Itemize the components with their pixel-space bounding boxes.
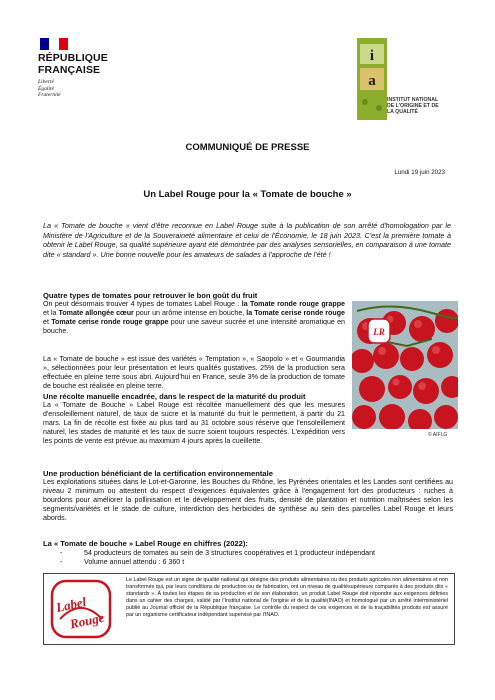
text-run: et xyxy=(43,318,52,327)
svg-text:a: a xyxy=(368,73,376,89)
republic-name xyxy=(38,53,138,76)
intro-paragraph: La « Tomate de bouche » vient d'être reconnue en Label Rouge suite à la publication de son arrêté d'homologation par le Ministère de l'Agriculture et de la Souveraineté alimentaire et celui de l'Économie, le 18 juin 2023. C'est la première tomate à obtenir le Label Rouge, sa qualité supérieure ayant été démontrée par des analyses sensorielles, en comparaison à une tomate dite « standard ». Une bonne nouvelle pour les amateurs de salades à l'approche de l'été ! xyxy=(43,221,451,260)
inao-line-3: LA QUALITÉ xyxy=(387,109,418,116)
svg-text:i: i xyxy=(369,48,375,64)
list-item xyxy=(60,558,440,567)
section-1-heading: Quatre types de tomates pour retrouver le bon goût du fruit xyxy=(43,291,258,300)
section-2-heading: Une récolte manuelle encadrée, dans le respect de la maturité du produit xyxy=(43,392,306,401)
inao-name xyxy=(387,97,467,116)
tomato-type-1: la Tomate ronde rouge grappe xyxy=(241,300,345,308)
republique-francaise-logo xyxy=(38,38,138,99)
inao-emblem-icon xyxy=(357,38,387,120)
label-rouge-info-box xyxy=(43,573,455,645)
bullet-dash: - xyxy=(60,558,63,567)
section-4-heading: La « Tomate de bouche » Label Rouge en chiffres (2022): xyxy=(43,539,248,548)
tomato-type-2: Tomate allongée cœur xyxy=(58,309,134,318)
republic-motto xyxy=(38,79,138,99)
section-2-paragraph: La « Tomate de Bouche » Label Rouge est récoltée manuellement dès que les mesures d'ensoleillement naturel, de taux de sucre et la maturité du fruit le permettent, à partir du 21 mars. La fin de récolte est fixée au plus tard au 31 octobre sous réserve que l'ensoleillement naturel, les stades de maturité et les taux de sucre soient toujours respectés. L'expédition vers les points de vente est prévue au maximum 4 jours après la cueillette. xyxy=(43,401,345,446)
section-3-paragraph: Les exploitations situées dans le Lot-et-Garonne, les Bouches du Rhône, les Pyrénées orientales et les Landes sont certifiées au niveau 2 minimum ou attestent du respect d'exigences équivalentes grâce à l'engagement fort des producteurs : ruches à bourdons pour améliorer la pollinisation et le développement des fruits, densité de plantation et nutrition maîtrisées selon les segments/variétés et le stade de culture, interdiction des herbicides de synthèse au sein des parcelles Label Rouge et leurs abords. xyxy=(43,478,453,523)
release-date: Lundi 19 juin 2023 xyxy=(394,169,445,176)
republic-line-2: FRANÇAISE xyxy=(38,63,101,76)
logo-text-label: Label xyxy=(54,594,88,616)
inao-logo xyxy=(357,38,467,120)
bullet-dash: - xyxy=(60,549,63,557)
key-figures-list xyxy=(60,549,440,567)
text-run: et la xyxy=(43,309,59,318)
section-1-paragraph-2: La « Tomate de bouche » est issue des variétés « Temptation », « Saopolo » et « Gourmandia », sélectionnées pour leur présentation et leurs qualités gustatives. 25% de la production sera effectuée en pleine terre sous abri. Aujourd'hui en France, seule 3% de la production de tomate de bouche est réalisée en pleine terre. xyxy=(43,355,345,391)
text-run: pour un arôme intense en bouche, xyxy=(133,309,247,318)
section-1-paragraph-1 xyxy=(43,300,345,336)
republic-line-1: RÉPUBLIQUE xyxy=(38,52,108,64)
svg-text:LR: LR xyxy=(373,327,385,337)
label-rouge-description: Le Label Rouge est un signe de qualité national qui désigne des produits alimentaires ou des produits agricoles non alimentaires et non transformés qui, par leurs conditions de production ou de fabrication, ont un niveau de qualitésupérieure comparés à des produits dits « standards ». À toutes les étapes de sa production et de son élaboration, un produit Label Rouge doit répondre aux exigences définies dans un cahier des charges, validé par l'Institut national de l'origine et de la qualité(INAO) et homologué par un arrêté interministériel publié au Journal officiel de la République française. Le contrôle du respect de ces exigences et de la traçabilités produits est assuré par un organisme certificateur indépendant supervisé par l'INAO. xyxy=(126,577,448,619)
tomatoes-image xyxy=(352,301,458,429)
motto-liberte: Liberté xyxy=(38,79,54,85)
list-item-text: 54 producteurs de tomates au sein de 3 structures coopératives et 1 producteur indépendant xyxy=(84,549,376,557)
text-run: pour une saveur sucrée et une intensité aromatique en bouche. xyxy=(43,318,345,336)
label-rouge-logo xyxy=(50,579,112,639)
logo-text-rouge: Rouge xyxy=(68,609,106,632)
inao-line-1: INSTITUT NATIONAL xyxy=(387,97,439,103)
motto-fraternite: Fraternité xyxy=(38,92,61,98)
press-release-label: COMMUNIQUÉ DE PRESSE xyxy=(185,142,310,153)
document-title: Un Label Rouge pour la « Tomate de bouche » xyxy=(143,189,352,200)
tomato-type-4: Tomate cerise ronde rouge grappe xyxy=(51,318,169,327)
section-3-heading: Une production bénéficiant de la certification environnementale xyxy=(43,469,273,478)
list-item xyxy=(60,549,440,558)
french-flag-icon xyxy=(40,38,68,50)
list-item-text: Volume annuel attendu : 6 360 t xyxy=(84,558,185,567)
tomato-type-3: la Tomate cerise ronde rouge xyxy=(246,309,345,318)
photo-credit: © AIFLG xyxy=(428,432,448,438)
inao-line-2: DE L'ORIGINE ET DE xyxy=(387,103,439,110)
tomatoes-photo xyxy=(352,301,458,429)
motto-egalite: Égalité xyxy=(38,85,54,92)
text-run: On peut désormais trouver 4 types de tomates Label Rouge : xyxy=(43,300,242,308)
